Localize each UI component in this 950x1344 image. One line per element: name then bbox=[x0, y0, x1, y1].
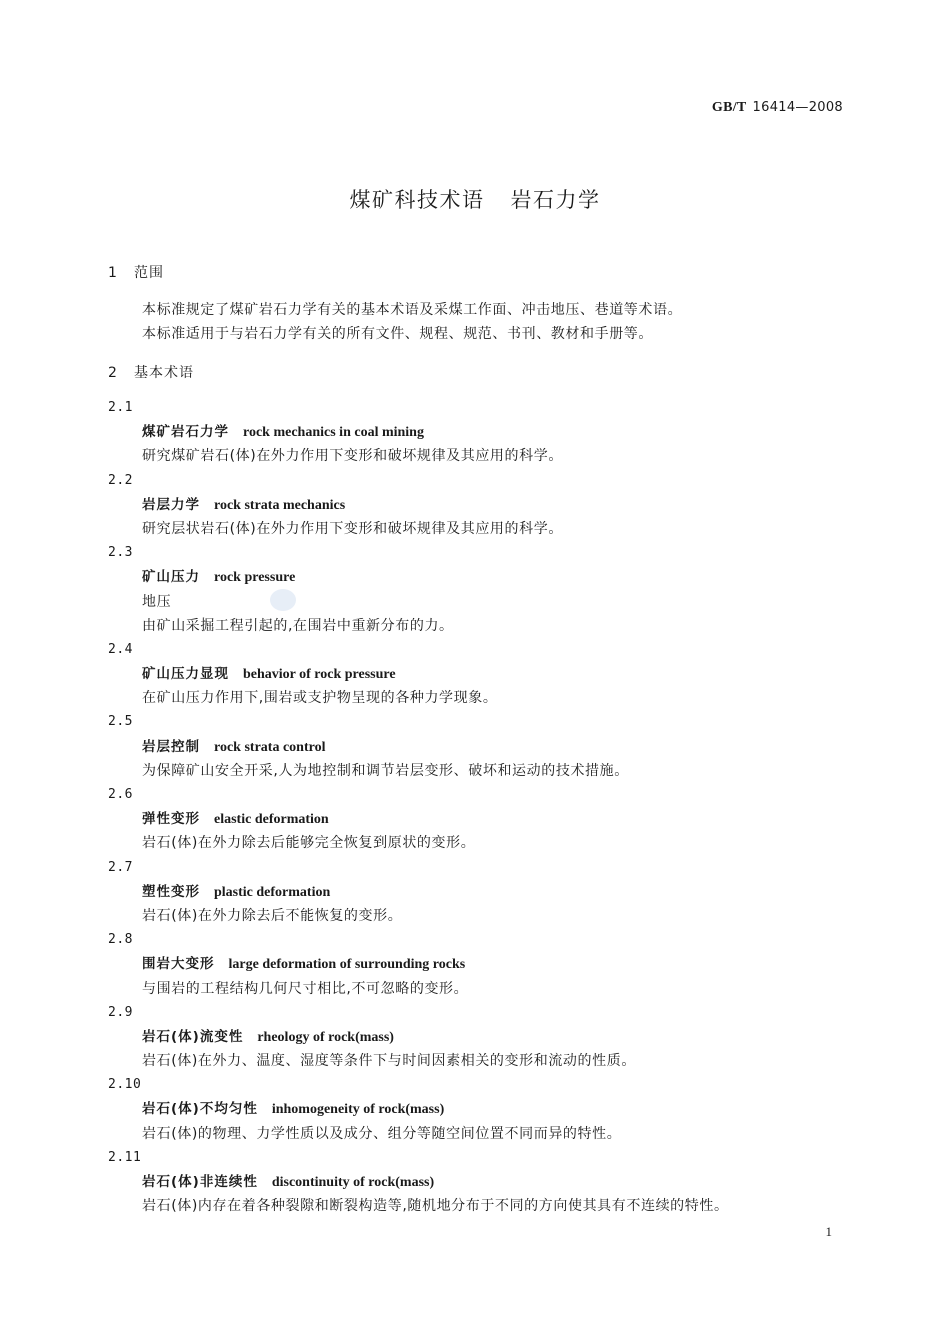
term-english: rheology of rock(mass) bbox=[257, 1029, 394, 1045]
watermark-logo-icon bbox=[270, 589, 296, 611]
term-number: 2.3 bbox=[108, 545, 133, 561]
term-number: 2.9 bbox=[108, 1004, 133, 1020]
term-heading bbox=[0, 1170, 950, 1194]
standard-code bbox=[712, 100, 843, 116]
term-definition: 为保障矿山安全开采,人为地控制和调节岩层变形、破坏和运动的技术措施。 bbox=[142, 762, 629, 779]
document-title bbox=[0, 184, 950, 214]
term-entry bbox=[0, 541, 950, 638]
section-1-heading bbox=[108, 262, 164, 282]
term-chinese: 弹性变形 bbox=[142, 811, 200, 828]
standard-number: 16414—2008 bbox=[752, 100, 843, 115]
term-number: 2.2 bbox=[108, 472, 133, 488]
term-definition: 由矿山采掘工程引起的,在围岩中重新分布的力。 bbox=[142, 617, 454, 634]
section-title: 范围 bbox=[134, 265, 164, 281]
term-english: elastic deformation bbox=[214, 812, 329, 828]
term-number: 2.7 bbox=[108, 859, 133, 875]
term-number: 2.5 bbox=[108, 714, 133, 730]
title-part-2: 岩石力学 bbox=[510, 188, 601, 212]
term-definition: 研究煤矿岩石(体)在外力作用下变形和破坏规律及其应用的科学。 bbox=[142, 448, 563, 465]
term-english: inhomogeneity of rock(mass) bbox=[271, 1102, 445, 1118]
term-heading bbox=[0, 880, 950, 904]
term-number: 2.1 bbox=[108, 400, 133, 415]
term-definition: 岩石(体)在外力、温度、湿度等条件下与时间因素相关的变形和流动的性质。 bbox=[142, 1053, 636, 1070]
scope-paragraph-1: 本标准规定了煤矿岩石力学有关的基本术语及采煤工作面、冲击地压、巷道等术语。 bbox=[142, 302, 683, 318]
term-definition: 岩石(体)在外力除去后能够完全恢复到原状的变形。 bbox=[142, 835, 476, 852]
term-chinese: 岩石(体)流变性 bbox=[142, 1028, 244, 1045]
scope-paragraph-2: 本标准适用于与岩石力学有关的所有文件、规程、规范、书刊、教材和手册等。 bbox=[142, 326, 653, 342]
section-2-heading bbox=[108, 362, 194, 382]
term-definition: 在矿山压力作用下,围岩或支护物呈现的各种力学现象。 bbox=[142, 690, 498, 707]
term-definition: 研究层状岩石(体)在外力作用下变形和破坏规律及其应用的科学。 bbox=[142, 520, 563, 537]
term-number: 2.6 bbox=[108, 787, 133, 802]
term-english: rock mechanics in coal mining bbox=[243, 425, 424, 441]
term-chinese: 岩石(体)非连续性 bbox=[142, 1174, 258, 1190]
term-chinese: 矿山压力显现 bbox=[142, 666, 229, 683]
term-entry bbox=[0, 1001, 950, 1074]
section-title: 基本术语 bbox=[134, 365, 194, 381]
term-entry bbox=[0, 1073, 950, 1146]
term-chinese: 煤矿岩石力学 bbox=[142, 424, 229, 441]
term-definition: 岩石(体)的物理、力学性质以及成分、组分等随空间位置不同而异的特性。 bbox=[142, 1125, 622, 1142]
term-definition: 岩石(体)在外力除去后不能恢复的变形。 bbox=[142, 907, 403, 924]
term-chinese: 矿山压力 bbox=[142, 569, 200, 586]
term-heading bbox=[0, 1097, 950, 1121]
term-english: behavior of rock pressure bbox=[243, 667, 396, 683]
term-chinese: 围岩大变形 bbox=[142, 956, 215, 973]
term-entry bbox=[0, 469, 950, 542]
term-heading bbox=[0, 735, 950, 759]
term-entry bbox=[0, 856, 950, 929]
term-english: rock pressure bbox=[214, 570, 296, 586]
section-number: 1 bbox=[108, 265, 118, 281]
term-heading bbox=[0, 420, 950, 444]
term-number: 2.11 bbox=[108, 1149, 142, 1165]
term-entry bbox=[0, 1146, 950, 1219]
term-chinese: 塑性变形 bbox=[142, 883, 200, 900]
term-english: plastic deformation bbox=[214, 884, 331, 900]
term-chinese: 岩层力学 bbox=[142, 496, 200, 513]
term-number: 2.8 bbox=[108, 932, 133, 948]
title-part-1: 煤矿科技术语 bbox=[349, 188, 485, 212]
term-entry bbox=[0, 638, 950, 711]
term-english: large deformation of surrounding rocks bbox=[228, 957, 466, 973]
term-number: 2.10 bbox=[108, 1077, 142, 1093]
term-definition: 与围岩的工程结构几何尺寸相比,不可忽略的变形。 bbox=[142, 980, 469, 997]
term-english: rock strata control bbox=[214, 739, 326, 755]
term-heading bbox=[0, 952, 950, 976]
term-heading bbox=[0, 1025, 950, 1049]
standard-prefix: GB/T bbox=[711, 100, 747, 115]
page-number: 1 bbox=[825, 1224, 832, 1239]
term-chinese: 岩层控制 bbox=[142, 738, 200, 755]
term-english: discontinuity of rock(mass) bbox=[271, 1175, 435, 1190]
term-heading bbox=[0, 493, 950, 517]
term-definition: 岩石(体)内存在着各种裂隙和断裂构造等,随机地分布于不同的方向使其具有不连续的特性。 bbox=[142, 1198, 729, 1215]
term-heading bbox=[0, 662, 950, 686]
term-list bbox=[0, 396, 950, 1218]
term-heading bbox=[0, 807, 950, 831]
term-entry bbox=[0, 710, 950, 783]
term-heading bbox=[0, 565, 950, 589]
term-alias: 地压 bbox=[142, 593, 172, 610]
term-entry bbox=[0, 396, 950, 469]
term-entry bbox=[0, 783, 950, 856]
term-chinese: 岩石(体)不均匀性 bbox=[142, 1101, 258, 1118]
term-english: rock strata mechanics bbox=[214, 497, 346, 513]
term-entry bbox=[0, 928, 950, 1001]
section-number: 2 bbox=[108, 365, 118, 381]
term-number: 2.4 bbox=[108, 641, 133, 657]
